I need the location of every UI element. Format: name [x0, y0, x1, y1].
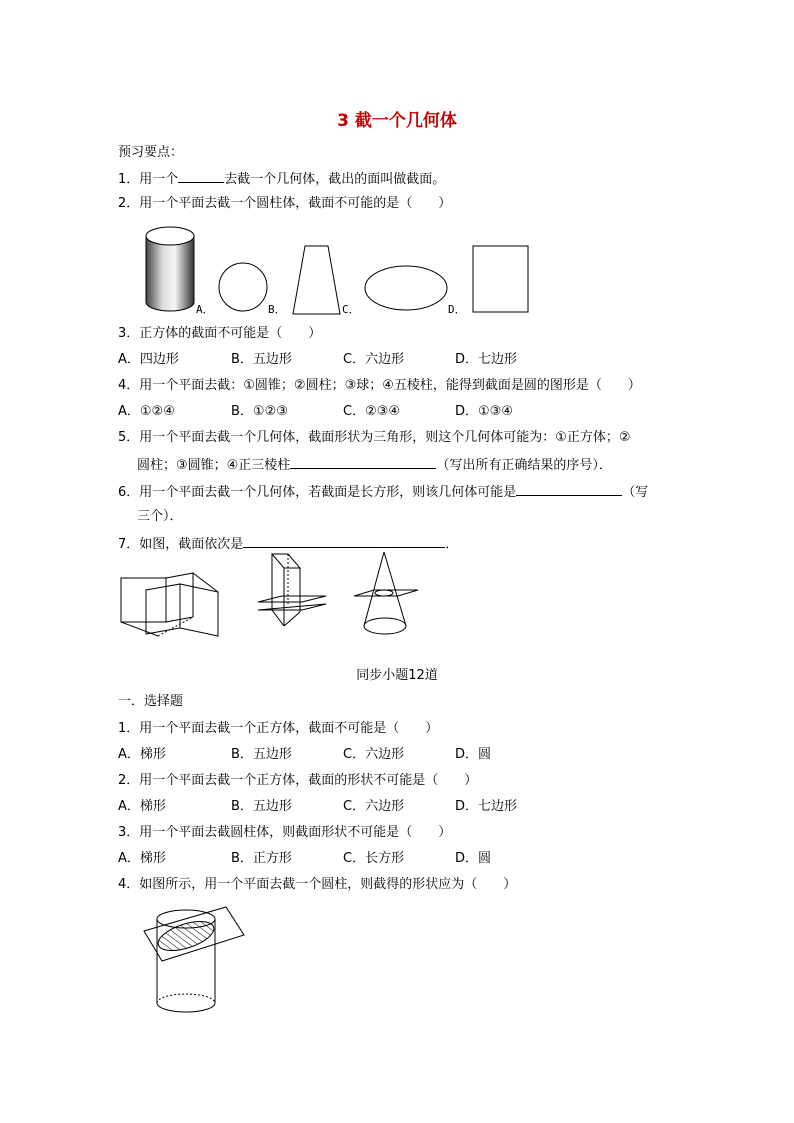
q1-before: 1．用一个: [118, 172, 179, 187]
preview-question-5-line2: [137, 455, 612, 475]
sync-question-4: 4．如图所示，用一个平面去截一个圆柱，则截得的形状应为（ ）: [118, 877, 517, 892]
q3-option-b: B．五边形: [231, 352, 292, 367]
q5-line2-before: 圆柱；③圆锥；④正三棱柱: [137, 458, 291, 473]
q4-option-d: D．①③④: [455, 404, 513, 419]
cube-section-figure: [118, 570, 230, 640]
q6-line1-after: （写: [622, 485, 649, 500]
answer-blank: [178, 169, 224, 183]
preview-question-6-line2: 三个）．: [137, 509, 183, 524]
sync-q2-option-d: D．七边形: [455, 799, 518, 814]
sync-question-1: 1．用一个平面去截一个正方体，截面不可能是（ ）: [118, 721, 439, 736]
q4-option-a: A．①②④: [118, 404, 175, 419]
preview-question-2: 2．用一个平面去截一个圆柱体，截面不可能的是（ ）: [118, 196, 452, 211]
preview-question-5-line1: 5．用一个平面去截一个几何体，截面形状为三角形，则这个几何体可能为：①正方体；②: [118, 430, 631, 445]
sync-q3-option-a: A．梯形: [118, 851, 166, 866]
sync-q2-option-c: C．六边形: [343, 799, 405, 814]
ellipse-figure: [364, 264, 450, 314]
sync-q1-option-d: D．圆: [455, 747, 492, 762]
preview-question-4: 4．用一个平面去截：①圆锥；②圆柱；③球；④五棱柱，能得到截面是圆的图形是（ ）: [118, 378, 641, 393]
circle-figure: [218, 262, 270, 314]
q1-after: 去截一个几何体，截出的面叫做截面。: [224, 172, 446, 187]
cylinder-figure: [140, 222, 200, 317]
option-a-label: A．: [196, 303, 214, 316]
preview-question-3: 3．正方体的截面不可能是（ ）: [118, 326, 322, 341]
preview-question-6-line1: [118, 482, 648, 502]
sync-question-2: 2．用一个平面去截一个正方体，截面的形状不可能是（ ）: [118, 773, 478, 788]
sync-section-title: 一．选择题: [118, 694, 184, 709]
sync-q3-option-b: B．正方形: [231, 851, 292, 866]
preview-heading: 预习要点：: [118, 145, 184, 160]
q5-line2-after: （写出所有正确结果的序号）．: [436, 458, 612, 473]
rectangle-figure: [472, 245, 530, 315]
prism-section-figure: [252, 550, 336, 638]
q3-option-d: D．七边形: [455, 352, 518, 367]
q7-before: 7．如图，截面依次是: [118, 537, 244, 552]
preview-question-1: [118, 169, 445, 189]
sync-question-3: 3．用一个平面去截圆柱体，则截面形状不可能是（ ）: [118, 825, 452, 840]
option-b-label: B．: [268, 303, 286, 316]
sync-q1-option-b: B．五边形: [231, 747, 292, 762]
sync-q2-option-a: A．梯形: [118, 799, 166, 814]
trapezoid-figure: [290, 244, 346, 316]
sync-heading: 同步小题12道: [356, 668, 438, 683]
page-title: 3 截一个几何体: [337, 111, 457, 131]
answer-blank: [290, 455, 436, 469]
q3-option-c: C．六边形: [343, 352, 405, 367]
sync-q2-option-b: B．五边形: [231, 799, 292, 814]
sync-q3-option-c: C．长方形: [343, 851, 405, 866]
cylinder-plane-figure: [140, 905, 250, 1015]
answer-blank: [243, 534, 445, 548]
sync-q1-option-c: C．六边形: [343, 747, 405, 762]
q7-after: ．: [445, 537, 459, 552]
sync-q1-option-a: A．梯形: [118, 747, 166, 762]
q6-line1-before: 6．用一个平面去截一个几何体，若截面是长方形，则该几何体可能是: [118, 485, 517, 500]
option-c-label: C．: [342, 303, 360, 316]
q3-option-a: A．四边形: [118, 352, 179, 367]
option-d-label: D．: [448, 303, 466, 316]
cone-section-figure: [352, 550, 422, 640]
q4-option-b: B．①②③: [231, 404, 288, 419]
answer-blank: [516, 482, 622, 496]
sync-q3-option-d: D．圆: [455, 851, 492, 866]
q4-option-c: C．②③④: [343, 404, 401, 419]
